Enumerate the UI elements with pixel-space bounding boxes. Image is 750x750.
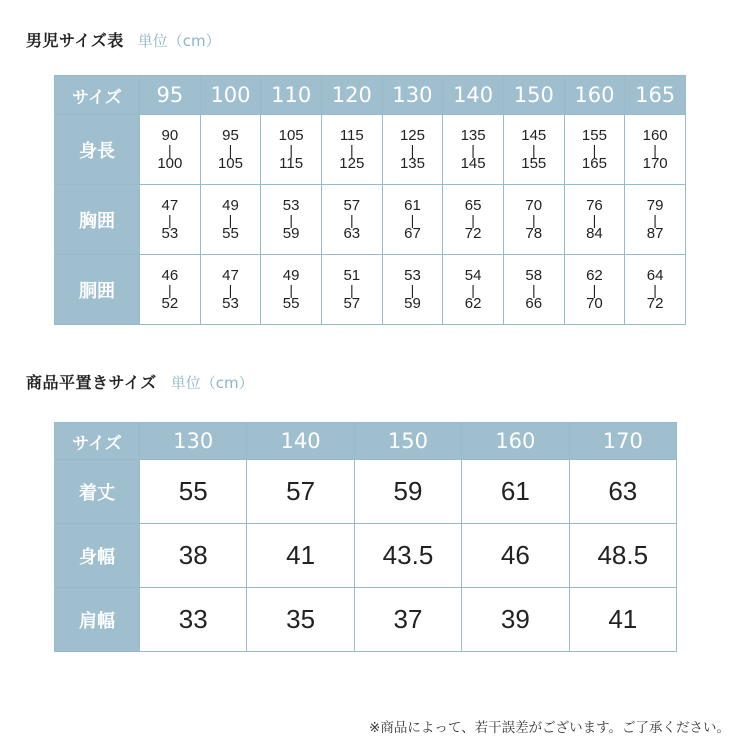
range-separator: | <box>592 141 597 158</box>
range-cell <box>625 185 686 255</box>
range-separator: | <box>289 141 293 158</box>
row-label: 身長 <box>55 115 140 185</box>
range-cell <box>382 255 443 325</box>
length-row <box>55 460 677 524</box>
size-header-cell: 150 <box>503 76 564 115</box>
range-separator: | <box>471 141 475 158</box>
range-min: 47 <box>222 266 239 284</box>
value-cell: 38 <box>140 524 247 588</box>
range-separator: | <box>592 211 597 228</box>
range-max: 52 <box>161 294 179 312</box>
garment-header-cell: 140 <box>247 423 354 460</box>
value-cell: 57 <box>247 460 354 524</box>
shoulder-row <box>55 588 677 652</box>
range-cell <box>321 255 382 325</box>
range-cell <box>503 255 564 325</box>
range-max: 53 <box>161 224 179 242</box>
size-header-cell: 140 <box>443 76 504 115</box>
range-cell <box>321 185 382 255</box>
range-separator: | <box>653 281 657 298</box>
range-min: 61 <box>404 196 421 214</box>
size-header-cell: 95 <box>140 76 201 115</box>
size-header-cell: 130 <box>382 76 443 115</box>
range-max: 59 <box>404 294 421 312</box>
range-max: 66 <box>525 294 543 312</box>
range-cell <box>564 255 625 325</box>
range-cell <box>564 185 625 255</box>
range-min: 90 <box>161 126 179 144</box>
range-min: 70 <box>525 196 543 214</box>
garment-header-cell: 160 <box>462 423 569 460</box>
garment-header-cell: 150 <box>354 423 461 460</box>
range-cell <box>443 255 504 325</box>
range-cell <box>564 115 625 185</box>
size-header-label: サイズ <box>55 76 140 115</box>
range-separator: | <box>349 281 354 298</box>
garment-size-heading <box>26 370 254 393</box>
range-cell <box>625 115 686 185</box>
range-max: 170 <box>642 154 668 172</box>
range-min: 64 <box>646 266 664 284</box>
range-cell <box>140 185 201 255</box>
value-cell: 59 <box>354 460 461 524</box>
range-max: 165 <box>581 154 607 172</box>
size-header-cell: 160 <box>564 76 625 115</box>
range-min: 155 <box>581 126 607 144</box>
range-cell <box>140 255 201 325</box>
width-row <box>55 524 677 588</box>
range-cell <box>382 115 443 185</box>
range-cell <box>140 115 201 185</box>
range-cell <box>261 115 322 185</box>
value-cell: 46 <box>462 524 569 588</box>
range-min: 58 <box>525 266 543 284</box>
range-min: 76 <box>586 196 603 214</box>
range-min: 53 <box>404 266 421 284</box>
range-separator: | <box>168 141 172 158</box>
range-max: 100 <box>157 154 183 172</box>
range-min: 160 <box>642 126 668 144</box>
range-min: 49 <box>222 196 239 214</box>
range-cell <box>503 115 564 185</box>
range-cell <box>503 185 564 255</box>
range-min: 145 <box>521 126 547 144</box>
range-min: 51 <box>343 266 361 284</box>
range-separator: | <box>471 281 475 298</box>
range-separator: | <box>349 141 354 158</box>
size-header-cell: 110 <box>261 76 322 115</box>
height-row <box>55 115 686 185</box>
range-min: 47 <box>161 196 179 214</box>
size-header-cell: 100 <box>200 76 261 115</box>
range-min: 79 <box>646 196 664 214</box>
range-min: 46 <box>161 266 179 284</box>
garment-size-table <box>54 422 677 652</box>
range-cell <box>200 115 261 185</box>
range-separator: | <box>228 281 233 298</box>
range-max: 105 <box>217 154 243 172</box>
range-max: 53 <box>222 294 239 312</box>
range-max: 155 <box>521 154 547 172</box>
range-cell <box>443 185 504 255</box>
range-max: 67 <box>404 224 421 242</box>
range-max: 115 <box>279 154 304 172</box>
range-separator: | <box>228 141 233 158</box>
range-separator: | <box>410 211 415 228</box>
range-separator: | <box>471 211 475 228</box>
value-cell: 48.5 <box>569 524 676 588</box>
range-max: 135 <box>399 154 425 172</box>
range-max: 59 <box>282 224 300 242</box>
row-label: 肩幅 <box>55 588 140 652</box>
value-cell: 61 <box>462 460 569 524</box>
range-min: 54 <box>464 266 482 284</box>
range-min: 65 <box>464 196 482 214</box>
range-max: 57 <box>343 294 361 312</box>
range-cell <box>261 185 322 255</box>
garment-header-cell: 170 <box>569 423 676 460</box>
value-cell: 55 <box>140 460 247 524</box>
disclaimer-note: ※商品によって、若干誤差がございます。ご了承ください。 <box>369 720 730 736</box>
size-header-cell: 165 <box>625 76 686 115</box>
size-chart-title: 男児サイズ表 <box>26 31 124 50</box>
range-separator: | <box>410 281 415 298</box>
range-max: 84 <box>586 224 603 242</box>
size-chart-table <box>54 75 686 325</box>
range-separator: | <box>228 211 233 228</box>
range-cell <box>200 185 261 255</box>
range-max: 63 <box>343 224 361 242</box>
range-max: 72 <box>464 224 482 242</box>
chest-row <box>55 185 686 255</box>
waist-row <box>55 255 686 325</box>
range-max: 145 <box>460 154 486 172</box>
range-separator: | <box>410 141 415 158</box>
range-min: 135 <box>460 126 486 144</box>
range-separator: | <box>289 281 293 298</box>
range-min: 115 <box>339 126 364 144</box>
garment-size-unit: 単位（cm） <box>170 374 254 392</box>
value-cell: 41 <box>247 524 354 588</box>
row-label: 着丈 <box>55 460 140 524</box>
range-separator: | <box>168 211 172 228</box>
range-separator: | <box>168 281 172 298</box>
range-min: 95 <box>222 126 239 144</box>
range-separator: | <box>653 141 657 158</box>
range-max: 72 <box>646 294 664 312</box>
value-cell: 37 <box>354 588 461 652</box>
range-max: 70 <box>586 294 603 312</box>
range-cell <box>200 255 261 325</box>
range-separator: | <box>531 141 536 158</box>
range-separator: | <box>531 281 536 298</box>
size-header-cell: 120 <box>321 76 382 115</box>
size-header-row <box>55 76 686 115</box>
range-min: 57 <box>343 196 361 214</box>
range-cell <box>382 185 443 255</box>
range-min: 53 <box>282 196 300 214</box>
range-max: 55 <box>222 224 239 242</box>
range-cell <box>443 115 504 185</box>
range-cell <box>625 255 686 325</box>
value-cell: 33 <box>140 588 247 652</box>
value-cell: 35 <box>247 588 354 652</box>
range-max: 87 <box>646 224 664 242</box>
garment-header-label: サイズ <box>55 423 140 460</box>
value-cell: 43.5 <box>354 524 461 588</box>
size-chart-unit: 単位（cm） <box>137 32 221 50</box>
value-cell: 39 <box>462 588 569 652</box>
range-max: 62 <box>464 294 482 312</box>
range-min: 49 <box>282 266 300 284</box>
garment-header-cell: 130 <box>140 423 247 460</box>
range-separator: | <box>531 211 536 228</box>
size-chart-heading <box>26 28 221 51</box>
range-max: 55 <box>282 294 300 312</box>
row-label: 身幅 <box>55 524 140 588</box>
range-min: 62 <box>586 266 603 284</box>
range-max: 125 <box>339 154 365 172</box>
row-label: 胸囲 <box>55 185 140 255</box>
row-label: 胴囲 <box>55 255 140 325</box>
garment-size-title: 商品平置きサイズ <box>26 373 157 392</box>
range-max: 78 <box>525 224 543 242</box>
garment-header-row <box>55 423 677 460</box>
range-separator: | <box>289 211 293 228</box>
range-min: 125 <box>399 126 425 144</box>
range-separator: | <box>653 211 657 228</box>
range-min: 105 <box>278 126 304 144</box>
value-cell: 63 <box>569 460 676 524</box>
value-cell: 41 <box>569 588 676 652</box>
range-separator: | <box>592 281 597 298</box>
range-cell <box>321 115 382 185</box>
range-separator: | <box>349 211 354 228</box>
range-cell <box>261 255 322 325</box>
